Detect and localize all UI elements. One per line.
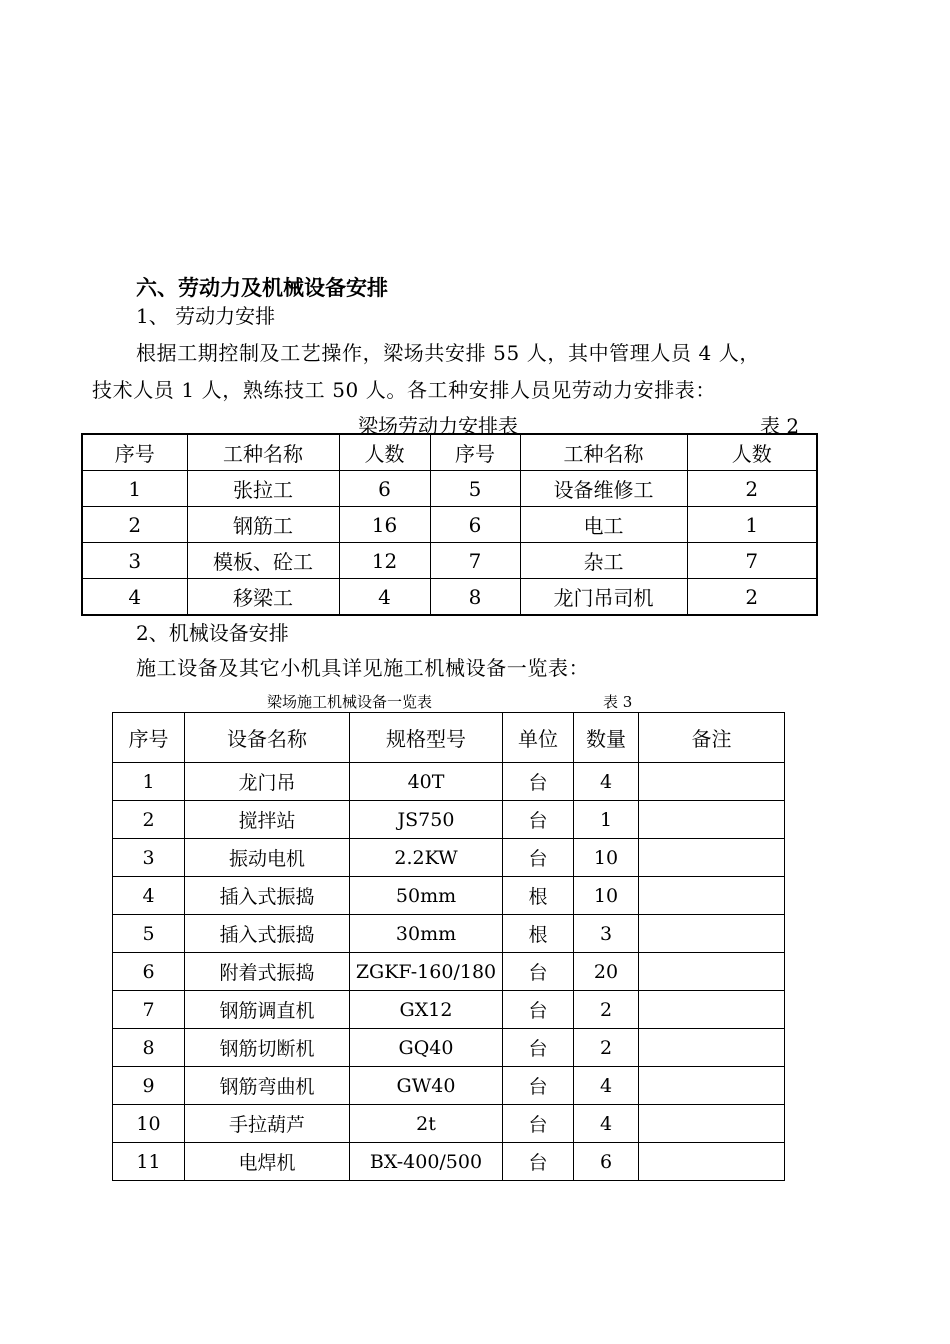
labor-table-cell: 5 — [430, 471, 520, 507]
labor-table-header-cell: 工种名称 — [520, 434, 687, 471]
equipment-table-cell: 2 — [574, 991, 639, 1029]
equipment-table-cell: 4 — [574, 763, 639, 801]
equipment-table-title: 梁场施工机械设备一览表 — [267, 693, 433, 711]
equipment-table-row — [113, 1067, 785, 1105]
equipment-table-cell: 20 — [574, 953, 639, 991]
equipment-table-cell: 1 — [113, 763, 185, 801]
equipment-table-row — [113, 1029, 785, 1067]
equipment-paragraph: 施工设备及其它小机具详见施工机械设备一览表： — [136, 656, 590, 680]
equipment-table-cell — [639, 763, 785, 801]
labor-heading: 1、 劳动力安排 — [136, 304, 276, 328]
labor-table-row — [82, 543, 817, 579]
labor-table-cell: 2 — [687, 471, 817, 507]
equipment-table-cell: 附着式振捣 — [185, 953, 350, 991]
labor-table-cell: 龙门吊司机 — [520, 579, 687, 616]
equipment-table-cell: 钢筋调直机 — [185, 991, 350, 1029]
labor-table-cell: 2 — [687, 579, 817, 616]
equipment-table-header-cell: 备注 — [639, 713, 785, 763]
equipment-table-cell: 5 — [113, 915, 185, 953]
labor-table-cell: 设备维修工 — [520, 471, 687, 507]
labor-table-cell: 4 — [82, 579, 187, 616]
equipment-table-row — [113, 991, 785, 1029]
equipment-table-cell: GX12 — [350, 991, 503, 1029]
equipment-table-row — [113, 1105, 785, 1143]
equipment-table-cell: 2t — [350, 1105, 503, 1143]
equipment-table-cell — [639, 839, 785, 877]
equipment-table-row — [113, 915, 785, 953]
equipment-table-cell: 40T — [350, 763, 503, 801]
equipment-heading: 2、机械设备安排 — [136, 621, 289, 645]
labor-table-cell: 杂工 — [520, 543, 687, 579]
labor-table-header-cell: 人数 — [339, 434, 430, 471]
equipment-table-row — [113, 953, 785, 991]
labor-table-cell: 7 — [687, 543, 817, 579]
equipment-table-cell: 台 — [503, 1029, 574, 1067]
equipment-table-cell: 6 — [574, 1143, 639, 1181]
labor-table-row — [82, 507, 817, 543]
equipment-table-cell: 9 — [113, 1067, 185, 1105]
equipment-table-cell: 钢筋弯曲机 — [185, 1067, 350, 1105]
labor-table-header-cell: 序号 — [82, 434, 187, 471]
labor-table-number: 表 2 — [760, 414, 800, 438]
equipment-table-cell — [639, 1067, 785, 1105]
equipment-table-row — [113, 839, 785, 877]
equipment-table-cell: 台 — [503, 991, 574, 1029]
equipment-table-cell: 台 — [503, 953, 574, 991]
equipment-table-cell: 根 — [503, 877, 574, 915]
equipment-table-row — [113, 1143, 785, 1181]
equipment-table-cell: 10 — [574, 877, 639, 915]
labor-table-header-cell: 序号 — [430, 434, 520, 471]
labor-table — [81, 433, 818, 616]
labor-table-cell: 6 — [430, 507, 520, 543]
labor-table-cell: 电工 — [520, 507, 687, 543]
equipment-table-cell — [639, 915, 785, 953]
equipment-table-cell: 4 — [113, 877, 185, 915]
labor-table-cell: 1 — [82, 471, 187, 507]
equipment-table-row — [113, 763, 785, 801]
equipment-table-cell: 7 — [113, 991, 185, 1029]
labor-table-cell: 移梁工 — [187, 579, 339, 616]
equipment-table-cell: 10 — [113, 1105, 185, 1143]
equipment-table-cell: 4 — [574, 1067, 639, 1105]
equipment-table-cell — [639, 991, 785, 1029]
equipment-table-cell: JS750 — [350, 801, 503, 839]
equipment-table-cell: 手拉葫芦 — [185, 1105, 350, 1143]
equipment-table-cell: 电焊机 — [185, 1143, 350, 1181]
labor-table-header-cell: 人数 — [687, 434, 817, 471]
equipment-table-cell — [639, 801, 785, 839]
equipment-table-cell: 振动电机 — [185, 839, 350, 877]
labor-paragraph-line2: 技术人员 1 人，熟练技工 50 人。各工种安排人员见劳动力安排表： — [92, 378, 717, 402]
labor-table-cell: 16 — [339, 507, 430, 543]
labor-table-row — [82, 579, 817, 616]
equipment-table-cell: GW40 — [350, 1067, 503, 1105]
labor-table-cell: 6 — [339, 471, 430, 507]
equipment-table-cell: 台 — [503, 839, 574, 877]
labor-table-cell: 张拉工 — [187, 471, 339, 507]
equipment-table-cell: 插入式振捣 — [185, 877, 350, 915]
equipment-table-cell: 2 — [113, 801, 185, 839]
equipment-table-number: 表 3 — [603, 693, 633, 711]
equipment-table-header-cell: 序号 — [113, 713, 185, 763]
labor-table-header-cell: 工种名称 — [187, 434, 339, 471]
equipment-table-header-cell: 设备名称 — [185, 713, 350, 763]
equipment-table-header-cell: 单位 — [503, 713, 574, 763]
equipment-table-cell: GQ40 — [350, 1029, 503, 1067]
labor-table-cell: 钢筋工 — [187, 507, 339, 543]
equipment-table-cell: 11 — [113, 1143, 185, 1181]
equipment-table-row — [113, 877, 785, 915]
labor-table-cell: 7 — [430, 543, 520, 579]
labor-table-header-row — [82, 434, 817, 471]
equipment-table-cell: 50mm — [350, 877, 503, 915]
equipment-table-cell — [639, 877, 785, 915]
labor-table-cell: 3 — [82, 543, 187, 579]
equipment-table — [112, 712, 785, 1181]
equipment-table-cell: 台 — [503, 1143, 574, 1181]
equipment-table-cell: BX-400/500 — [350, 1143, 503, 1181]
equipment-table-cell — [639, 1105, 785, 1143]
equipment-table-cell: ZGKF-160/180 — [350, 953, 503, 991]
labor-table-cell: 2 — [82, 507, 187, 543]
equipment-table-cell: 3 — [113, 839, 185, 877]
labor-table-cell: 8 — [430, 579, 520, 616]
equipment-table-cell: 1 — [574, 801, 639, 839]
equipment-table-row — [113, 801, 785, 839]
equipment-table-header-cell: 数量 — [574, 713, 639, 763]
equipment-table-cell: 台 — [503, 763, 574, 801]
equipment-table-cell: 2 — [574, 1029, 639, 1067]
equipment-table-cell: 6 — [113, 953, 185, 991]
equipment-table-cell: 台 — [503, 801, 574, 839]
labor-table-cell: 1 — [687, 507, 817, 543]
equipment-table-cell: 2.2KW — [350, 839, 503, 877]
labor-table-cell: 12 — [339, 543, 430, 579]
labor-table-title: 梁场劳动力安排表 — [358, 414, 518, 438]
section-title: 六、劳动力及机械设备安排 — [136, 276, 388, 300]
equipment-table-cell: 台 — [503, 1067, 574, 1105]
equipment-table-cell: 龙门吊 — [185, 763, 350, 801]
equipment-table-header-row — [113, 713, 785, 763]
equipment-table-cell: 根 — [503, 915, 574, 953]
equipment-table-header-cell: 规格型号 — [350, 713, 503, 763]
labor-table-cell: 4 — [339, 579, 430, 616]
equipment-table-cell: 钢筋切断机 — [185, 1029, 350, 1067]
labor-paragraph-line1: 根据工期控制及工艺操作，梁场共安排 55 人，其中管理人员 4 人， — [136, 341, 761, 365]
equipment-table-cell: 8 — [113, 1029, 185, 1067]
equipment-table-cell: 台 — [503, 1105, 574, 1143]
equipment-table-cell: 4 — [574, 1105, 639, 1143]
equipment-table-cell — [639, 1029, 785, 1067]
labor-table-row — [82, 471, 817, 507]
equipment-table-cell: 3 — [574, 915, 639, 953]
equipment-table-cell — [639, 953, 785, 991]
equipment-table-cell — [639, 1143, 785, 1181]
equipment-table-cell: 10 — [574, 839, 639, 877]
equipment-table-cell: 30mm — [350, 915, 503, 953]
equipment-table-cell: 插入式振捣 — [185, 915, 350, 953]
labor-table-cell: 模板、砼工 — [187, 543, 339, 579]
equipment-table-cell: 搅拌站 — [185, 801, 350, 839]
